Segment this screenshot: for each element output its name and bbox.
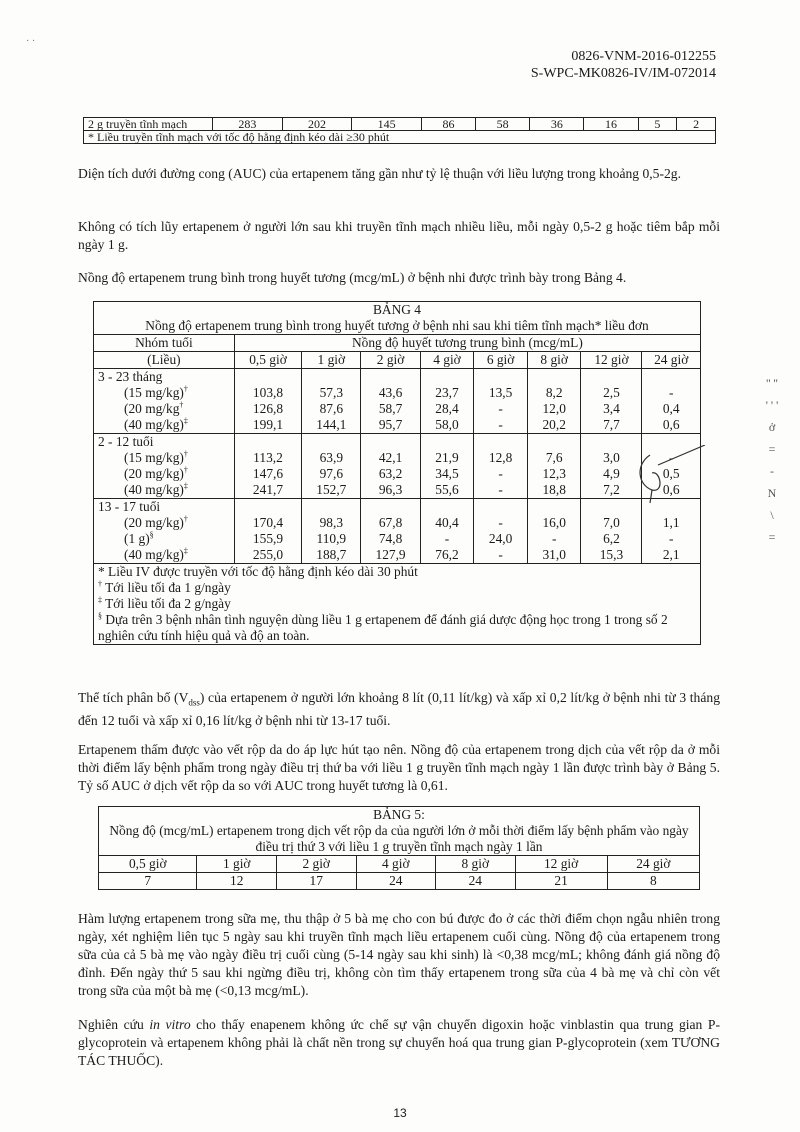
value-column: 13,5 - - (474, 369, 528, 434)
age-group-cell (94, 369, 235, 434)
paragraph-volume-distribution: Thể tích phân bố $(V_{dss})$ của ertapenem ở người lớn khoảng 8 lít (0,11 lít/kg) và xấp xỉ 0,2 lít/kg ở bệnh nhi từ 3 tháng đến 12 tuổi và xấp xỉ 0,16 lít/kg ở bệnh nhi từ 13-17 tuổi. (78, 690, 720, 728)
table-footnote: * Liều IV được truyền với tốc độ hằng định kéo dài 30 phút (98, 564, 418, 579)
value-column: 170,4 155,9 255,0 (234, 499, 301, 564)
paragraph-accumulation: Không có tích lũy ertapenem ở người lớn sau khi truyền tĩnh mạch nhiều liều, mỗi ngày 0,5-2 g hoặc tiêm bắp mỗi ngày 1 g. (78, 219, 720, 252)
table-cell: 12 (197, 873, 277, 890)
column-header-time: 1 giờ (197, 856, 277, 873)
column-header-time: 24 giờ (642, 352, 701, 369)
table-cell: 7 (99, 873, 197, 890)
value-column: 63,9 97,6 152,7 (302, 434, 361, 499)
table-row (84, 118, 716, 131)
table-subtitle: Nồng độ (mcg/mL) ertapenem trong dịch vết rộp da của người lớn ở mỗi thời điểm lấy bệnh phẩm vào ngày điều trị thứ 3 với liều 1 g truyền tĩnh mạch ngày 1 lần (109, 823, 689, 854)
table-row (84, 131, 716, 144)
dose-label: (20 mg/kg)† (124, 465, 188, 481)
column-header-time: 0,5 giờ (99, 856, 197, 873)
table-cell: 24 (356, 873, 436, 890)
dose-label: (40 mg/kg)‡ (124, 481, 188, 497)
value-column: 21,9 34,5 55,6 (420, 434, 474, 499)
column-header-dose: (Liều) (94, 352, 235, 369)
table-row-group-3-23-months (94, 369, 701, 434)
value-column: 98,3 110,9 188,7 (302, 499, 361, 564)
dose-label: (1 g)§ (124, 530, 154, 546)
table-header-row (94, 352, 701, 369)
table-cell: 8 (607, 873, 699, 890)
table-cell: 58 (476, 118, 530, 131)
column-header-time: 2 giờ (276, 856, 356, 873)
age-group-name: 13 - 17 tuổi (98, 499, 161, 514)
margin-stamp: '' '' ' ' ' ở = - N \ = (765, 376, 779, 544)
age-group-cell (94, 499, 235, 564)
paragraph-in-vitro: Nghiên cứu in vitro cho thấy enapenem không ức chế sự vận chuyển digoxin hoặc vinblastin qua trung gian P-glycoprotein và ertapenem không phải là chất nền trong sự chuyển hoá qua trung gian P-glycoprotein (xem TƯƠNG TÁC THUỐC). (78, 1017, 720, 1068)
row-label: 2 g truyền tĩnh mạch (84, 118, 213, 131)
value-column: 42,1 63,2 96,3 (361, 434, 420, 499)
value-column: 7,0 6,2 15,3 (581, 499, 642, 564)
table-4 (93, 301, 701, 645)
value-column: 7,6 12,3 18,8 (527, 434, 581, 499)
dose-label: (40 mg/kg)‡ (124, 546, 188, 562)
table-caption (99, 807, 700, 856)
column-header-age-group: Nhóm tuổi (94, 335, 235, 352)
column-header-time: 4 giờ (356, 856, 436, 873)
previous-table-fragment (83, 117, 716, 144)
age-group-cell (94, 434, 235, 499)
table-cell: 21 (515, 873, 607, 890)
column-header-time: 1 giờ (302, 352, 361, 369)
column-header-time: 8 giờ (436, 856, 516, 873)
scan-speck: · · (26, 36, 36, 47)
value-column: - 0,4 0,6 (642, 369, 701, 434)
table-caption-row (94, 302, 701, 335)
value-column: 23,7 28,4 58,0 (420, 369, 474, 434)
dose-label: (15 mg/kg)† (124, 384, 188, 400)
column-header-time: 12 giờ (515, 856, 607, 873)
table-5 (98, 806, 700, 890)
table-header-row (99, 856, 700, 873)
document-code-line-2: S-WPC-MK0826-IV/IM-072014 (530, 66, 716, 81)
value-column: 3,0 4,9 7,2 (581, 434, 642, 499)
table-cell: 24 (436, 873, 516, 890)
column-header-time: 0,5 giờ (234, 352, 301, 369)
dose-label: (15 mg/kg)† (124, 449, 188, 465)
value-column: - 0,5 0,6 (642, 434, 701, 499)
table-notes-row (94, 564, 701, 645)
dose-label: (20 mg/kg† (124, 400, 184, 416)
table-caption-row (99, 807, 700, 856)
value-column: 57,3 87,6 144,1 (302, 369, 361, 434)
column-header-time: 12 giờ (581, 352, 642, 369)
table-cell: 5 (638, 118, 677, 131)
value-column: 103,8 126,8 199,1 (234, 369, 301, 434)
table-row-group-2-12-years (94, 434, 701, 499)
table-title: BẢNG 5: (373, 807, 425, 822)
age-group-name: 3 - 23 tháng (98, 369, 163, 384)
document-code (531, 48, 716, 82)
paragraph-breast-milk: Hàm lượng ertapenem trong sữa mẹ, thu thập ở 5 bà mẹ cho con bú được đo ở các thời điểm chọn ngẫu nhiên trong ngày, xét nghiệm liên tục 5 ngày sau khi truyền tĩnh mạch liều ertapenem cuối cùng. Nồng độ của ertapenem trong sữa của cả 5 bà mẹ vào ngày điều trị cuối cùng (5-14 ngày sau khi sinh) là <0,38 mcg/mL; không đánh giá nồng độ đỉnh. Đến ngày thứ 5 sau khi ngừng điều trị, không còn tìm thấy ertapenem trong sữa của 4 bà mẹ và chỉ còn vết trong sữa của một bà mẹ (<0,13 mcg/mL). (78, 911, 720, 998)
table-cell: 202 (282, 118, 352, 131)
table-row (99, 873, 700, 890)
table-footnote: * Liều truyền tĩnh mạch với tốc độ hằng định kéo dài ≥30 phút (84, 131, 716, 144)
document-code-line-1: 0826-VNM-2016-012255 (571, 49, 716, 64)
table-cell: 2 (677, 118, 716, 131)
table-cell: 145 (352, 118, 422, 131)
age-group-name: 2 - 12 tuổi (98, 434, 154, 449)
value-column: 40,4 - 76,2 (420, 499, 474, 564)
table-subtitle: Nồng độ ertapenem trung bình trong huyết tương ở bệnh nhi sau khi tiêm tĩnh mạch* liều đơn (145, 318, 649, 333)
table-cell: 17 (276, 873, 356, 890)
dose-label: (40 mg/kg)‡ (124, 416, 188, 432)
table-footnote: § Dựa trên 3 bệnh nhân tình nguyện dùng liều 1 g ertapenem để đánh giá dược động học trong 1 trong số 2 nghiên cứu tính hiệu quả và độ an toàn. (98, 611, 668, 643)
value-column: 43,6 58,7 95,7 (361, 369, 420, 434)
dose-label: (20 mg/kg)† (124, 514, 188, 530)
value-column: - 24,0 - (474, 499, 528, 564)
paragraph-auc: Diện tích dưới đường cong (AUC) của ertapenem tăng gần như tỷ lệ thuận với liều lượng trong khoảng 0,5-2g. (78, 166, 681, 181)
column-header-time: 24 giờ (607, 856, 699, 873)
table-cell: 36 (530, 118, 584, 131)
handwritten-signature-mark (630, 445, 710, 505)
value-column: 1,1 - 2,1 (642, 499, 701, 564)
table-notes (94, 564, 701, 645)
value-column: 2,5 3,4 7,7 (581, 369, 642, 434)
paragraph-pediatric-intro: Nồng độ ertapenem trung bình trong huyết tương (mcg/mL) ở bệnh nhi được trình bày trong Bảng 4. (78, 270, 627, 285)
column-header-concentration: Nồng độ huyết tương trung bình (mcg/mL) (234, 335, 700, 352)
table-caption (94, 302, 701, 335)
column-header-time: 8 giờ (527, 352, 581, 369)
value-column: 12,8 - - (474, 434, 528, 499)
value-column: 113,2 147,6 241,7 (234, 434, 301, 499)
column-header-time: 4 giờ (420, 352, 474, 369)
paragraph-blister-fluid: Ertapenem thấm được vào vết rộp da do áp lực hút tạo nên. Nồng độ của ertapenem trong dịch của vết rộp da ở mỗi thời điểm lấy bệnh phẩm trong ngày điều trị thứ ba với liều 1 g truyền tĩnh mạch ngày 1 lần được trình bày ở Bảng 5. Tỷ số AUC ở dịch vết rộp da so với AUC trong huyết tương là 0,61. (78, 742, 720, 793)
value-column: 8,2 12,0 20,2 (527, 369, 581, 434)
table-cell: 283 (213, 118, 283, 131)
table-cell: 86 (421, 118, 475, 131)
table-footnote: † Tới liều tối đa 1 g/ngày (98, 579, 231, 595)
value-column: 67,8 74,8 127,9 (361, 499, 420, 564)
column-header-time: 6 giờ (474, 352, 528, 369)
table-header-row (94, 335, 701, 352)
table-title: BẢNG 4 (373, 302, 421, 317)
value-column: 16,0 - 31,0 (527, 499, 581, 564)
table-footnote: ‡ Tới liều tối đa 2 g/ngày (98, 595, 231, 611)
table-row-group-13-17-years (94, 499, 701, 564)
table-cell: 16 (584, 118, 638, 131)
column-header-time: 2 giờ (361, 352, 420, 369)
page-number: 13 (393, 1106, 407, 1120)
